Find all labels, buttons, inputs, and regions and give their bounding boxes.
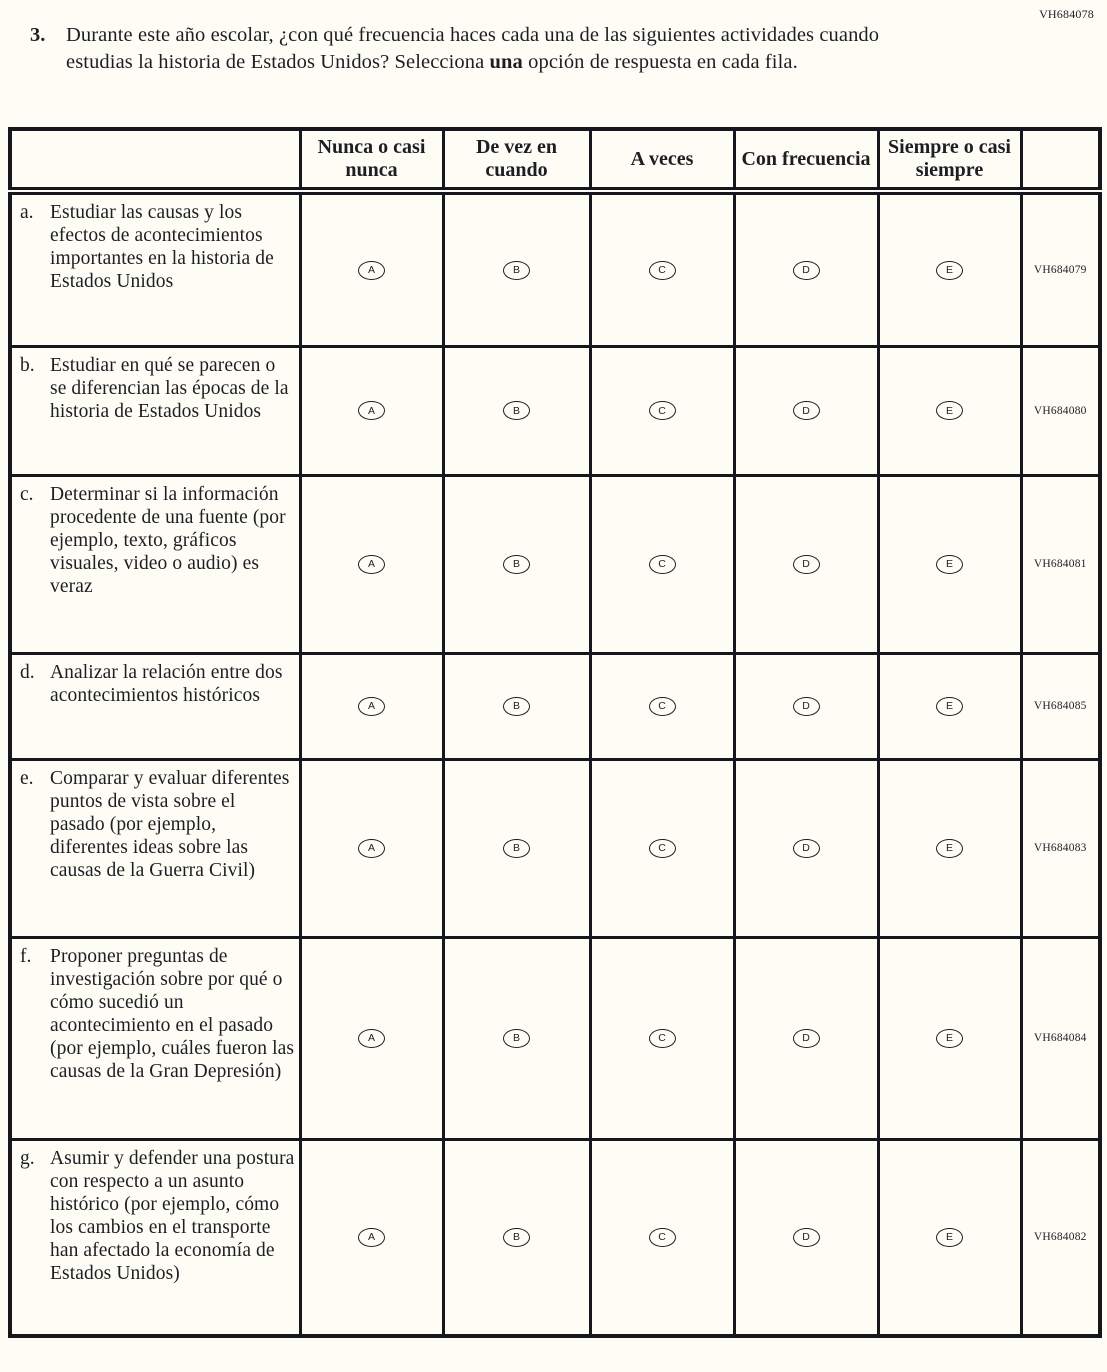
option-bubble-B-row-d[interactable]: B bbox=[503, 697, 530, 716]
option-cell-b-B bbox=[443, 346, 590, 475]
question-bold-word: una bbox=[489, 50, 523, 73]
option-cell-c-C bbox=[590, 475, 734, 653]
option-cell-b-E bbox=[878, 346, 1021, 475]
row-letter: f. bbox=[20, 945, 32, 967]
column-header-de-vez-en-cuando: De vez en cuando bbox=[443, 129, 590, 191]
option-bubble-B-row-c[interactable]: B bbox=[503, 555, 530, 574]
option-cell-b-D bbox=[734, 346, 878, 475]
question-block bbox=[30, 22, 910, 75]
activity-cell-f bbox=[10, 937, 300, 1139]
option-cell-e-C bbox=[590, 759, 734, 937]
option-bubble-E-row-f[interactable]: E bbox=[936, 1029, 963, 1048]
option-cell-a-E bbox=[878, 191, 1021, 346]
option-cell-g-E bbox=[878, 1139, 1021, 1336]
activity-text: Determinar si la información procedente de una fuente (por ejemplo, texto, gráficos visuales, video o audio) es veraz bbox=[50, 483, 286, 597]
option-bubble-C-row-c[interactable]: C bbox=[649, 555, 676, 574]
row-letter: e. bbox=[20, 767, 34, 789]
option-bubble-B-row-f[interactable]: B bbox=[503, 1029, 530, 1048]
option-cell-c-D bbox=[734, 475, 878, 653]
option-cell-b-A bbox=[300, 346, 443, 475]
option-cell-g-B bbox=[443, 1139, 590, 1336]
table-row-g bbox=[10, 1139, 1100, 1336]
row-item-code: VH684081 bbox=[1021, 475, 1100, 653]
option-cell-d-C bbox=[590, 653, 734, 759]
corner-cell bbox=[10, 129, 300, 191]
question-text bbox=[66, 22, 898, 75]
activity-cell-a bbox=[10, 191, 300, 346]
row-item-code: VH684082 bbox=[1021, 1139, 1100, 1336]
option-bubble-C-row-g[interactable]: C bbox=[649, 1228, 676, 1247]
option-cell-a-A bbox=[300, 191, 443, 346]
option-bubble-A-row-f[interactable]: A bbox=[358, 1029, 385, 1048]
column-header-con-frecuencia: Con frecuencia bbox=[734, 129, 878, 191]
question-number: 3. bbox=[30, 24, 46, 46]
question-text-part2: opción de respuesta en cada fila. bbox=[522, 50, 798, 73]
row-item-code: VH684085 bbox=[1021, 653, 1100, 759]
table-row-d bbox=[10, 653, 1100, 759]
option-cell-g-C bbox=[590, 1139, 734, 1336]
option-bubble-C-row-e[interactable]: C bbox=[649, 839, 676, 858]
row-item-code: VH684080 bbox=[1021, 346, 1100, 475]
form-item-code: VH684078 bbox=[1039, 7, 1094, 21]
option-bubble-B-row-e[interactable]: B bbox=[503, 839, 530, 858]
header-row bbox=[10, 129, 1100, 191]
option-cell-d-A bbox=[300, 653, 443, 759]
option-bubble-D-row-c[interactable]: D bbox=[793, 555, 820, 574]
column-header-nunca-o-casi-nunca: Nunca o casi nunca bbox=[300, 129, 443, 191]
option-cell-d-B bbox=[443, 653, 590, 759]
option-cell-e-A bbox=[300, 759, 443, 937]
row-item-code: VH684084 bbox=[1021, 937, 1100, 1139]
option-cell-f-A bbox=[300, 937, 443, 1139]
option-bubble-B-row-g[interactable]: B bbox=[503, 1228, 530, 1247]
row-letter: a. bbox=[20, 202, 34, 223]
option-cell-e-E bbox=[878, 759, 1021, 937]
option-cell-g-D bbox=[734, 1139, 878, 1336]
table-header bbox=[10, 129, 1100, 191]
activity-text: Estudiar en qué se parecen o se diferencian las épocas de la historia de Estados Unidos bbox=[50, 354, 289, 422]
option-bubble-A-row-c[interactable]: A bbox=[358, 555, 385, 574]
option-bubble-A-row-e[interactable]: A bbox=[358, 839, 385, 858]
option-bubble-E-row-g[interactable]: E bbox=[936, 1228, 963, 1247]
option-cell-c-E bbox=[878, 475, 1021, 653]
option-bubble-A-row-g[interactable]: A bbox=[358, 1228, 385, 1247]
option-bubble-E-row-e[interactable]: E bbox=[936, 839, 963, 858]
option-bubble-B-row-a[interactable]: B bbox=[503, 261, 530, 280]
row-item-code: VH684083 bbox=[1021, 759, 1100, 937]
option-bubble-E-row-d[interactable]: E bbox=[936, 697, 963, 716]
option-bubble-D-row-a[interactable]: D bbox=[793, 261, 820, 280]
table-row-a bbox=[10, 191, 1100, 346]
option-cell-e-D bbox=[734, 759, 878, 937]
option-cell-f-C bbox=[590, 937, 734, 1139]
option-cell-d-E bbox=[878, 653, 1021, 759]
option-cell-f-D bbox=[734, 937, 878, 1139]
option-bubble-A-row-d[interactable]: A bbox=[358, 697, 385, 716]
option-cell-c-A bbox=[300, 475, 443, 653]
option-bubble-D-row-d[interactable]: D bbox=[793, 697, 820, 716]
option-bubble-B-row-b[interactable]: B bbox=[503, 401, 530, 420]
table-row-b bbox=[10, 346, 1100, 475]
row-item-code: VH684079 bbox=[1021, 191, 1100, 346]
activity-text: Proponer preguntas de investigación sobre por qué o cómo sucedió un acontecimiento en el pasado (por ejemplo, cuáles fueron las causas de la Gran Depresión) bbox=[50, 945, 295, 1082]
option-cell-g-A bbox=[300, 1139, 443, 1336]
option-bubble-D-row-b[interactable]: D bbox=[793, 401, 820, 420]
option-bubble-A-row-b[interactable]: A bbox=[358, 401, 385, 420]
option-cell-c-B bbox=[443, 475, 590, 653]
row-letter: c. bbox=[20, 483, 34, 505]
option-cell-a-D bbox=[734, 191, 878, 346]
activity-text: Comparar y evaluar diferentes puntos de vista sobre el pasado (por ejemplo, diferentes ideas sobre las causas de la Guerra Civil) bbox=[50, 767, 290, 881]
question-text-part1: Durante este año escolar, ¿con qué frecuencia haces cada una de las siguientes actividades cuando estudias la historia de Estados Unidos? Selecciona bbox=[66, 24, 880, 73]
activity-text: Estudiar las causas y los efectos de acontecimientos importantes en la historia de Estados Unidos bbox=[50, 202, 274, 292]
activity-cell-b bbox=[10, 346, 300, 475]
column-header-siempre-o-casi-siempre: Siempre o casi siempre bbox=[878, 129, 1021, 191]
option-cell-a-C bbox=[590, 191, 734, 346]
activity-text: Analizar la relación entre dos acontecimientos históricos bbox=[50, 661, 283, 706]
activity-cell-g bbox=[10, 1139, 300, 1336]
option-cell-f-B bbox=[443, 937, 590, 1139]
option-bubble-E-row-c[interactable]: E bbox=[936, 555, 963, 574]
column-header-a-veces: A veces bbox=[590, 129, 734, 191]
table-body bbox=[10, 191, 1100, 1336]
option-bubble-D-row-e[interactable]: D bbox=[793, 839, 820, 858]
activity-text: Asumir y defender una postura con respecto a un asunto histórico (por ejemplo, cómo los cambios en el transporte han afectado la economía de Estados Unidos) bbox=[50, 1147, 295, 1284]
option-bubble-E-row-b[interactable]: E bbox=[936, 401, 963, 420]
option-bubble-D-row-f[interactable]: D bbox=[793, 1029, 820, 1048]
option-bubble-A-row-a[interactable]: A bbox=[358, 261, 385, 280]
frequency-matrix-table bbox=[8, 127, 1102, 1338]
option-bubble-D-row-g[interactable]: D bbox=[793, 1228, 820, 1247]
option-cell-b-C bbox=[590, 346, 734, 475]
row-letter: g. bbox=[20, 1147, 35, 1169]
code-column-header bbox=[1021, 129, 1100, 191]
option-bubble-C-row-f[interactable]: C bbox=[649, 1029, 676, 1048]
activity-cell-d bbox=[10, 653, 300, 759]
table-row-e bbox=[10, 759, 1100, 937]
activity-cell-e bbox=[10, 759, 300, 937]
option-cell-f-E bbox=[878, 937, 1021, 1139]
option-cell-d-D bbox=[734, 653, 878, 759]
option-cell-a-B bbox=[443, 191, 590, 346]
activity-cell-c bbox=[10, 475, 300, 653]
table-row-c bbox=[10, 475, 1100, 653]
table-row-f bbox=[10, 937, 1100, 1139]
option-bubble-C-row-b[interactable]: C bbox=[649, 401, 676, 420]
row-letter: b. bbox=[20, 354, 35, 376]
option-bubble-C-row-a[interactable]: C bbox=[649, 261, 676, 280]
option-cell-e-B bbox=[443, 759, 590, 937]
option-bubble-E-row-a[interactable]: E bbox=[936, 261, 963, 280]
option-bubble-C-row-d[interactable]: C bbox=[649, 697, 676, 716]
row-letter: d. bbox=[20, 661, 35, 683]
